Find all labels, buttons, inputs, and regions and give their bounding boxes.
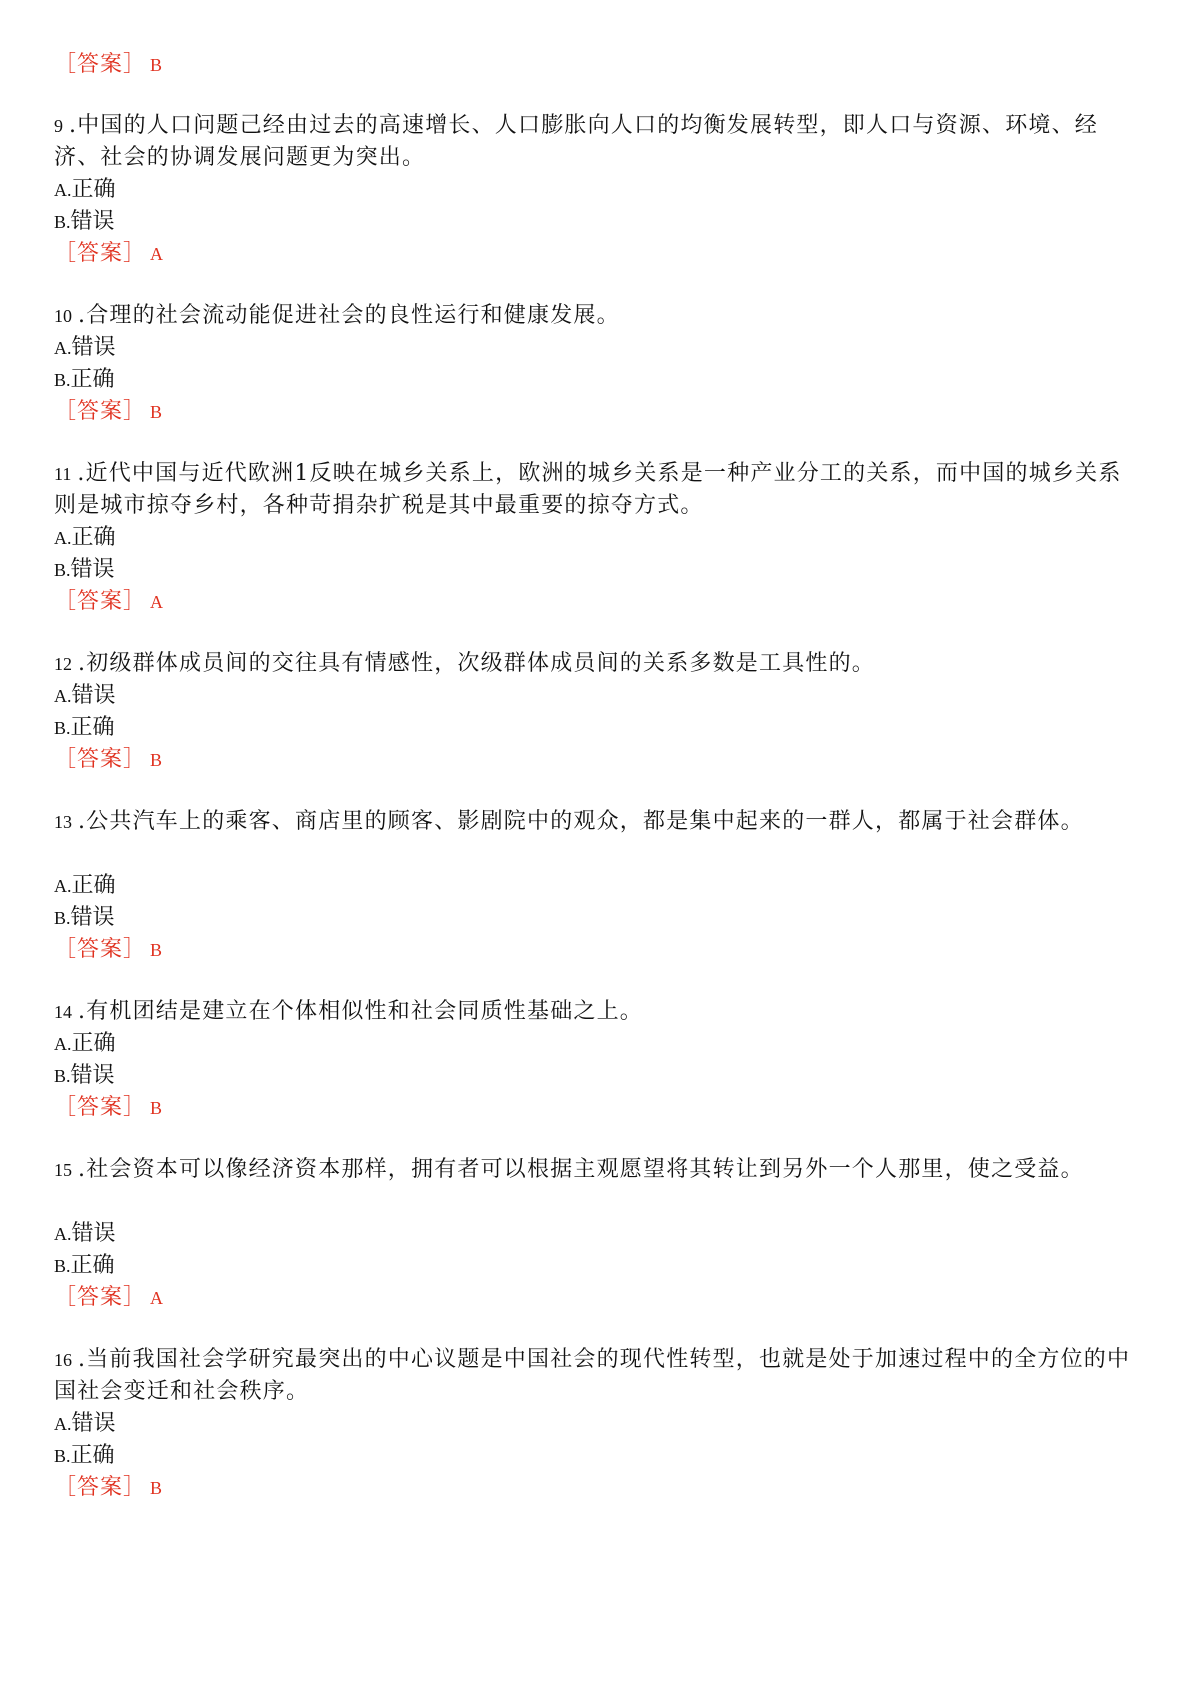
option-text: 错误: [71, 1411, 116, 1436]
option-a: [54, 1409, 116, 1439]
option-key: A.: [54, 876, 72, 896]
option-a: [54, 175, 116, 205]
question-9: [54, 110, 1134, 174]
option-key: A.: [54, 338, 72, 358]
option-text: 错误: [70, 209, 115, 234]
option-a: [54, 871, 116, 901]
question-text: .公共汽车上的乘客、商店里的顾客、影剧院中的观众，都是集中起来的一群人，都属于社会群体。: [78, 809, 1084, 834]
answer-value: B: [150, 750, 163, 770]
option-text: 错误: [71, 335, 116, 360]
answer-label: ［答案］: [54, 937, 147, 962]
answer-line: [54, 1283, 163, 1313]
option-key: A.: [54, 180, 72, 200]
option-text: 正确: [71, 177, 116, 202]
answer-label: ［答案］: [54, 241, 147, 266]
question-15: [54, 1154, 1104, 1186]
question-text: .中国的人口问题己经由过去的高速增长、人口膨胀向人口的均衡发展转型，即人口与资源、环境、经济、社会的协调发展问题更为突出。: [54, 113, 1098, 170]
question-number: 15: [54, 1160, 72, 1180]
option-key: B.: [54, 1446, 71, 1466]
answer-line: [54, 239, 163, 269]
option-a: [54, 333, 116, 363]
answer-line: [54, 745, 162, 775]
option-text: 正确: [71, 873, 116, 898]
option-b: [54, 207, 115, 237]
question-number: 12: [54, 654, 72, 674]
option-key: B.: [54, 908, 71, 928]
option-key: B.: [54, 1256, 71, 1276]
question-text: .初级群体成员间的交往具有情感性，次级群体成员间的关系多数是工具性的。: [78, 651, 875, 676]
option-b: [54, 1441, 115, 1471]
question-text: .合理的社会流动能促进社会的良性运行和健康发展。: [78, 303, 620, 328]
answer-line: [54, 587, 163, 617]
option-key: B.: [54, 1066, 71, 1086]
answer-value: B: [150, 402, 163, 422]
answer-value: B: [150, 55, 163, 75]
answer-value: A: [150, 1288, 164, 1308]
option-text: 正确: [71, 525, 116, 550]
option-text: 错误: [70, 1063, 115, 1088]
answer-line: [54, 1093, 162, 1123]
option-b: [54, 555, 115, 585]
option-a: [54, 681, 116, 711]
option-text: 正确: [70, 1253, 115, 1278]
option-key: B.: [54, 212, 71, 232]
question-text: .近代中国与近代欧洲1反映在城乡关系上，欧洲的城乡关系是一种产业分工的关系，而中国的城乡关系则是城市掠夺乡村，各种苛捐杂扩税是其中最重要的掠夺方式。: [54, 461, 1122, 518]
answer-line-prev: [54, 50, 162, 80]
option-key: B.: [54, 370, 71, 390]
option-b: [54, 1061, 115, 1091]
option-b: [54, 1251, 115, 1281]
option-key: A.: [54, 1034, 72, 1054]
question-10: [54, 300, 1144, 332]
question-number: 10: [54, 306, 72, 326]
option-a: [54, 523, 116, 553]
question-number: 16: [54, 1350, 72, 1370]
question-text: .有机团结是建立在个体相似性和社会同质性基础之上。: [78, 999, 643, 1024]
option-a: [54, 1219, 116, 1249]
option-text: 错误: [70, 905, 115, 930]
answer-label: ［答案］: [54, 747, 147, 772]
answer-line: [54, 397, 162, 427]
question-number: 14: [54, 1002, 72, 1022]
option-key: B.: [54, 718, 71, 738]
option-key: A.: [54, 686, 72, 706]
answer-label: ［答案］: [54, 52, 147, 77]
question-number: 11: [54, 464, 72, 484]
option-b: [54, 365, 115, 395]
answer-value: A: [150, 592, 164, 612]
option-text: 正确: [70, 367, 115, 392]
option-text: 错误: [71, 1221, 116, 1246]
answer-label: ［答案］: [54, 589, 147, 614]
option-b: [54, 713, 115, 743]
answer-value: A: [150, 244, 164, 264]
answer-label: ［答案］: [54, 399, 147, 424]
option-text: 错误: [70, 557, 115, 582]
question-12: [54, 648, 1144, 680]
answer-line: [54, 935, 162, 965]
option-text: 正确: [71, 1031, 116, 1056]
question-11: [54, 458, 1144, 522]
option-key: A.: [54, 528, 72, 548]
question-14: [54, 996, 1144, 1028]
option-text: 错误: [71, 683, 116, 708]
answer-value: B: [150, 1098, 163, 1118]
answer-value: B: [150, 1478, 163, 1498]
option-a: [54, 1029, 116, 1059]
option-key: B.: [54, 560, 71, 580]
option-text: 正确: [70, 1443, 115, 1468]
question-13: [54, 806, 1104, 838]
question-number: 9: [54, 116, 63, 136]
question-text: .社会资本可以像经济资本那样，拥有者可以根据主观愿望将其转让到另外一个人那里，使之受益。: [78, 1157, 1084, 1182]
question-number: 13: [54, 812, 72, 832]
answer-label: ［答案］: [54, 1475, 147, 1500]
option-key: A.: [54, 1224, 72, 1244]
option-key: A.: [54, 1414, 72, 1434]
answer-line: [54, 1473, 162, 1503]
option-text: 正确: [70, 715, 115, 740]
question-16: [54, 1344, 1144, 1408]
question-text: .当前我国社会学研究最突出的中心议题是中国社会的现代性转型，也就是处于加速过程中的全方位的中国社会变迁和社会秩序。: [54, 1347, 1131, 1404]
answer-label: ［答案］: [54, 1095, 147, 1120]
answer-label: ［答案］: [54, 1285, 147, 1310]
answer-value: B: [150, 940, 163, 960]
option-b: [54, 903, 115, 933]
